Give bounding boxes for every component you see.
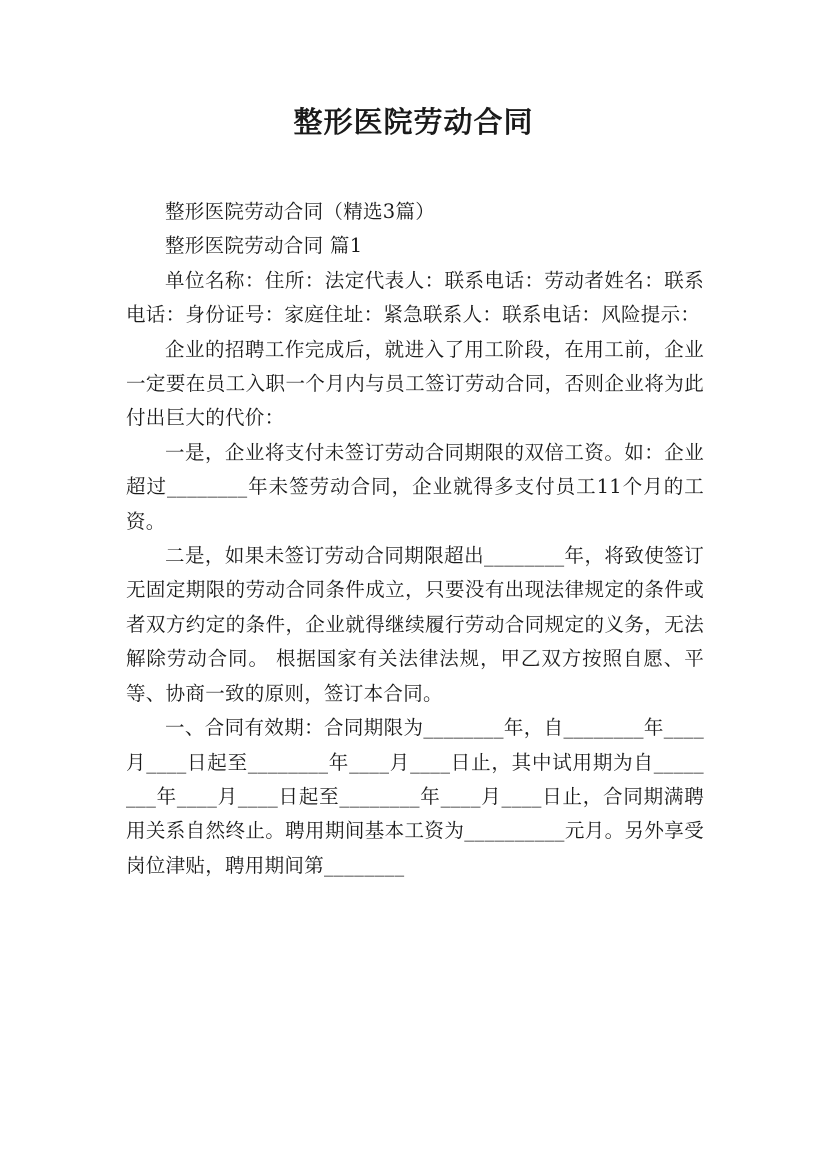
paragraph-risk-two: 二是，如果未签订劳动合同期限超出________年，将致使签订无固定期限的劳动合同条件成立，只要没有出现法律规定的条件或者双方约定的条件，企业就得继续履行劳动合同规定的义务，无法解除劳动合同。 根据国家有关法律法规，甲乙双方按照自愿、平等、协商一致的原则，签订本合同。 [126,544,704,705]
paragraph-risk-intro: 企业的招聘工作完成后，就进入了用工阶段，在用工前，企业一定要在员工入职一个月内与员工签订劳动合同，否则企业将为此付出巨大的代价： [126,337,704,430]
paragraph-party-info: 单位名称：住所：法定代表人：联系电话：劳动者姓名：联系电话：身份证号：家庭住址：紧急联系人：联系电话：风险提示： [126,268,704,327]
document-title: 整形医院劳动合同 [293,105,534,139]
paragraph-subtitle: 整形医院劳动合同（精选3篇） [165,200,436,223]
paragraph-risk-one: 一是，企业将支付未签订劳动合同期限的双倍工资。如：企业超过________年未签劳动合同，企业就得多支付员工11个月的工资。 [126,440,704,533]
paragraph-contract-term: 一、合同有效期：合同期限为________年，自________年____月____日起至________年____月____日止，其中试用期为自________年____月____日起至________年____月____日止，合同期满聘用关系自然终止。聘用期间基本工资为__________元月。另外享受岗位津贴，聘用期间第________ [126,716,704,877]
paragraph-section-heading: 整形医院劳动合同 篇1 [165,234,363,258]
document-body [126,195,704,883]
